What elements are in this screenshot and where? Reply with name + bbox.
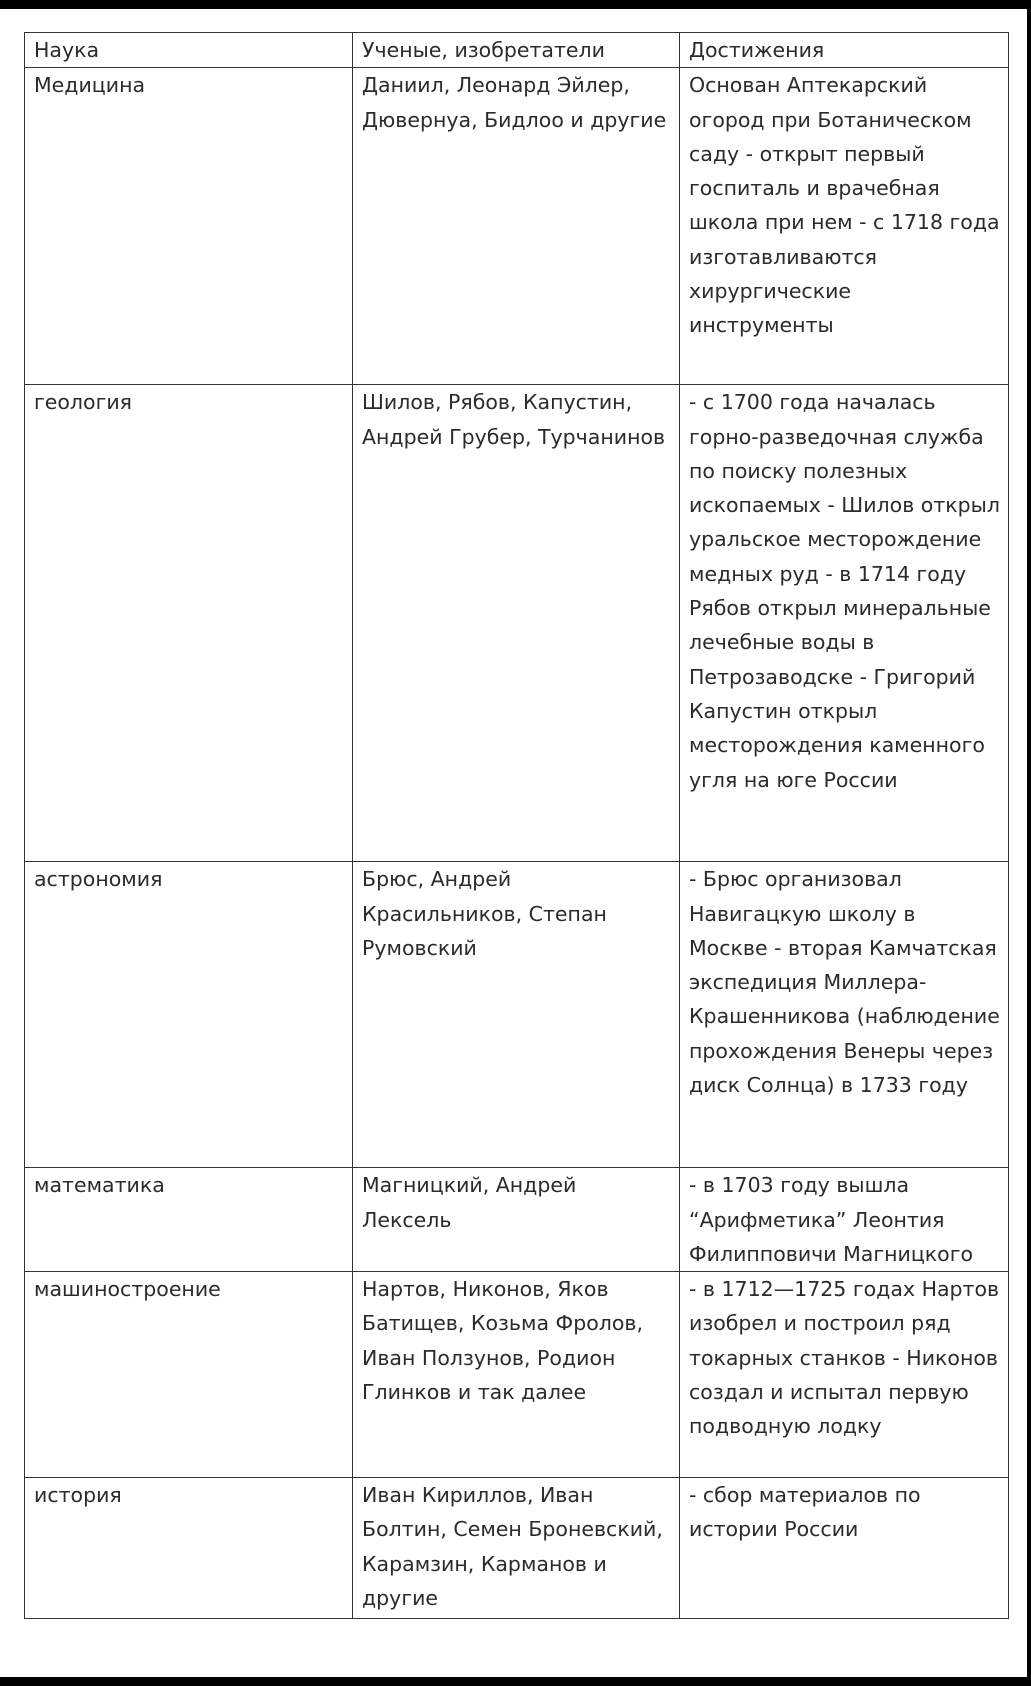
science-cell (25, 385, 353, 862)
achievements-cell (680, 1168, 1009, 1272)
document-page (0, 9, 1027, 1677)
science-cell (25, 1168, 353, 1272)
table-row (25, 1272, 1009, 1478)
achievements-text: - Брюс организовал Навигацкую школу в Москве - вторая Камчатская экспедиция Миллера-Крашенникова (наблюдение прохождения Венеры через диск Солнца) в 1733 году (689, 867, 1000, 1098)
table-header-row (25, 33, 1009, 68)
scientists-text: Магницкий, Андрей Лексель (362, 1173, 577, 1232)
science-table (24, 32, 1009, 1619)
science-cell (25, 1272, 353, 1478)
achievements-text: Основан Аптекарский огород при Ботаническом саду - открыт первый госпиталь и врачебная школа при нем - с 1718 года изготавливаются хирургические инструменты (689, 73, 1000, 338)
header-cell-scientists (353, 33, 680, 68)
table-row (25, 862, 1009, 1168)
achievements-cell (680, 1272, 1009, 1478)
scientists-cell (353, 385, 680, 862)
achievements-cell (680, 1478, 1009, 1619)
achievements-cell (680, 68, 1009, 385)
achievements-cell (680, 862, 1009, 1168)
header-label: Ученые, изобретатели (362, 38, 605, 62)
achievements-text: - сбор материалов по истории России (689, 1483, 921, 1542)
achievements-cell (680, 385, 1009, 862)
scientists-cell (353, 1478, 680, 1619)
header-label: Наука (34, 38, 100, 62)
header-cell-science (25, 33, 353, 68)
scientists-cell (353, 68, 680, 385)
scientists-cell (353, 1168, 680, 1272)
table-row (25, 1168, 1009, 1272)
science-text: геология (34, 390, 132, 415)
scientists-text: Даниил, Леонард Эйлер, Дювернуа, Бидлоо и другие (362, 73, 667, 132)
scientists-cell (353, 1272, 680, 1478)
scientists-cell (353, 862, 680, 1168)
science-text: астрономия (34, 867, 163, 892)
scientists-text: Шилов, Рябов, Капустин, Андрей Грубер, Турчанинов (362, 390, 666, 449)
science-cell (25, 862, 353, 1168)
header-cell-achievements (680, 33, 1009, 68)
table-row (25, 1478, 1009, 1619)
achievements-text: - в 1703 году вышла “Арифметика” Леонтия Филипповичи Магницкого (689, 1173, 974, 1266)
table-row (25, 385, 1009, 862)
science-text: история (34, 1483, 122, 1508)
science-text: машиностроение (34, 1277, 221, 1302)
science-cell (25, 68, 353, 385)
science-cell (25, 1478, 353, 1619)
achievements-text: - в 1712—1725 годах Нартов изобрел и построил ряд токарных станков - Никонов создал и испытал первую подводную лодку (689, 1277, 1000, 1439)
science-text: Медицина (34, 73, 146, 98)
scientists-text: Брюс, Андрей Красильников, Степан Румовский (362, 867, 607, 960)
science-text: математика (34, 1173, 165, 1198)
header-label: Достижения (689, 38, 825, 62)
scientists-text: Нартов, Никонов, Яков Батищев, Козьма Фролов, Иван Ползунов, Родион Глинков и так далее (362, 1277, 643, 1405)
achievements-text: - с 1700 года началась горно-разведочная служба по поиску полезных ископаемых - Шилов открыл уральское месторождение медных руд - в 1714 году Рябов открыл минеральные лечебные воды в Петрозаводске - Григорий Капустин открыл месторождения каменного угля на юге России (689, 390, 1000, 792)
table-row (25, 68, 1009, 385)
scientists-text: Иван Кириллов, Иван Болтин, Семен Броневский, Карамзин, Карманов и другие (362, 1483, 663, 1611)
